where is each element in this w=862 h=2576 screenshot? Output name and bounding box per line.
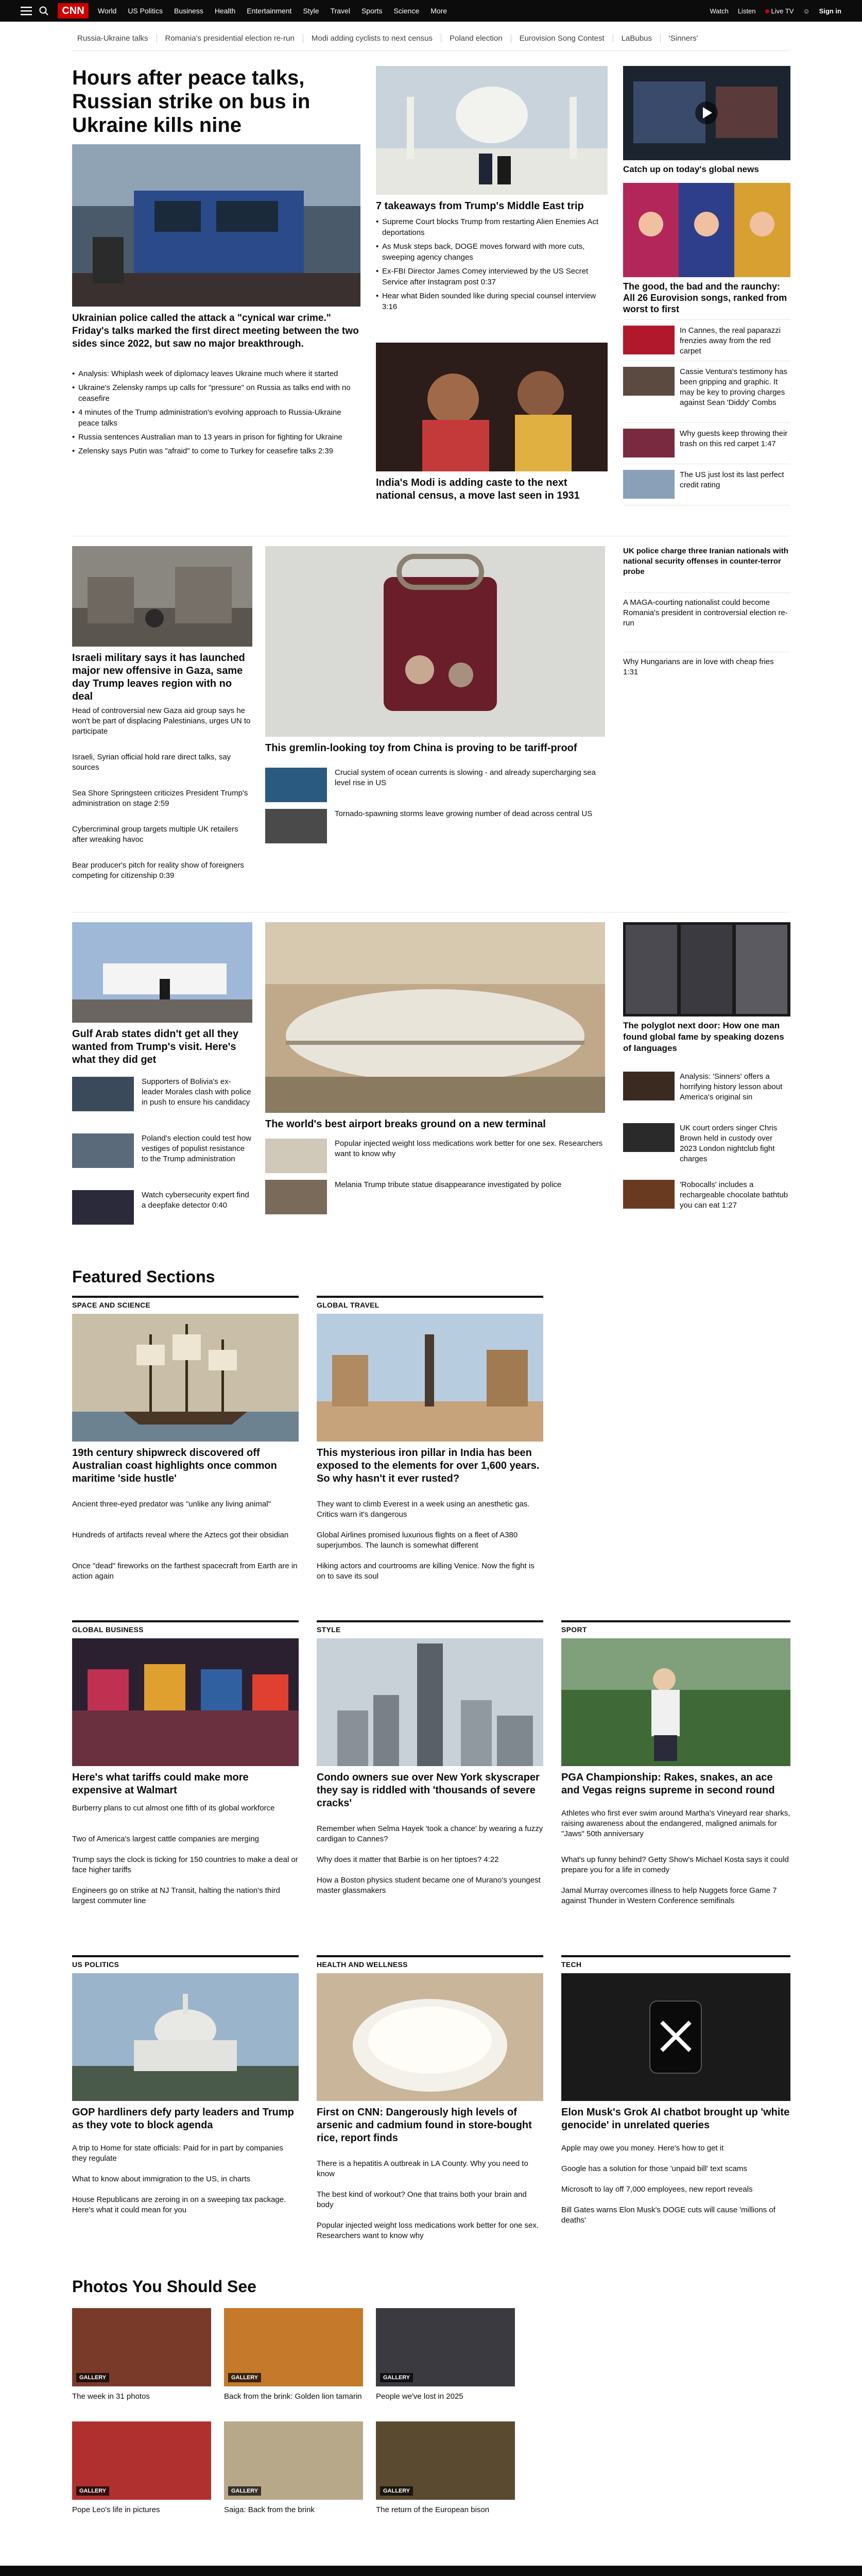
- capitol-image[interactable]: [72, 1973, 299, 2101]
- menu-icon[interactable]: [21, 6, 32, 15]
- gallery-thumbnail[interactable]: [376, 2421, 515, 2500]
- section-label[interactable]: US POLITICS: [72, 1955, 299, 1969]
- story-link[interactable]: Melania Trump tribute statue disappearance investigated by police: [335, 1180, 562, 1189]
- labubu-toy-image[interactable]: [265, 546, 605, 737]
- featured-title: Featured Sections: [72, 1267, 215, 1286]
- gallery-caption[interactable]: Back from the brink: Golden lion tamarin: [224, 2392, 362, 2401]
- story-thumbnail[interactable]: [72, 1077, 134, 1111]
- user-icon[interactable]: ☺: [803, 7, 810, 15]
- story-link[interactable]: UK court orders singer Chris Brown held in custody over 2023 London nightclub fight charges: [680, 1124, 778, 1163]
- section-label[interactable]: SPORT: [561, 1620, 790, 1634]
- gallery-caption[interactable]: Saiga: Back from the brink: [224, 2505, 315, 2514]
- lead-summary[interactable]: Ukrainian police called the attack a "cynical war crime." Friday's talks marked the first direct meeting between the two sides since 2022, but saw no major breakthrough.: [72, 313, 359, 349]
- airport-image[interactable]: [265, 922, 605, 1113]
- trending-link[interactable]: Romania's presidential election re-run: [165, 34, 303, 43]
- gallery-caption[interactable]: Pope Leo's life in pictures: [72, 2505, 160, 2514]
- feature-headline[interactable]: 19th century shipwreck discovered off Australian coast highlights once common maritime 'side hustle': [72, 1447, 277, 1484]
- nav-link[interactable]: Travel: [330, 7, 350, 15]
- related-link[interactable]: • As Musk steps back, DOGE moves forward with more cuts, sweeping agency changes: [376, 241, 608, 263]
- skyscraper-image[interactable]: [317, 1638, 543, 1766]
- gallery-caption[interactable]: The week in 31 photos: [72, 2392, 150, 2401]
- sign-in-link[interactable]: Sign in: [819, 7, 841, 15]
- feature-headline[interactable]: This mysterious iron pillar in India has been exposed to the elements for over 1,600 years. So why hasn't it ever rusted?: [317, 1447, 540, 1484]
- related-link[interactable]: • Zelensky says Putin was "afraid" to come to Turkey for ceasefire talks 2:39: [72, 446, 360, 456]
- labubu-headline[interactable]: This gremlin-looking toy from China is proving to be tariff-proof: [265, 742, 577, 754]
- story-thumbnail[interactable]: [265, 809, 327, 843]
- section-label[interactable]: GLOBAL BUSINESS: [72, 1620, 299, 1634]
- story-link[interactable]: Popular injected weight loss medications work better for one sex. Researchers want to know why: [317, 2221, 539, 2240]
- story-thumbnail[interactable]: [265, 1139, 327, 1173]
- story-link[interactable]: UK police charge three Iranian nationals with national security offenses in counter-terror probe: [623, 547, 788, 576]
- feature-headline[interactable]: Elon Musk's Grok AI chatbot brought up 'white genocide' in unrelated queries: [561, 2107, 790, 2131]
- nav-link[interactable]: US Politics: [128, 7, 163, 15]
- story-link[interactable]: Analysis: 'Sinners' offers a horrifying history lesson about America's original sin: [680, 1072, 783, 1101]
- story-thumbnail[interactable]: [623, 1180, 675, 1209]
- story-thumbnail[interactable]: [623, 326, 675, 354]
- feature-headline[interactable]: First on CNN: Dangerously high levels of arsenic and cadmium found in store-bought rice, report finds: [317, 2107, 532, 2144]
- section-label[interactable]: SPACE AND SCIENCE: [72, 1296, 299, 1309]
- cnn-logo[interactable]: CNN: [58, 3, 89, 19]
- story-link[interactable]: Ancient three-eyed predator was "unlike any living animal": [72, 1500, 271, 1509]
- feature-headline[interactable]: GOP hardliners defy party leaders and Trump as they vote to block agenda: [72, 2107, 294, 2131]
- story-link[interactable]: Hiking actors and courtrooms are killing Venice. Now the fight is on to save its soul: [317, 1562, 535, 1581]
- nav-link[interactable]: Style: [303, 7, 319, 15]
- story-thumbnail[interactable]: [72, 1190, 134, 1225]
- gallery-thumbnail[interactable]: [224, 2308, 363, 2386]
- nav-link[interactable]: Science: [393, 7, 420, 15]
- gallery-caption[interactable]: The return of the European bison: [376, 2505, 490, 2514]
- photos-title: Photos You Should See: [72, 2277, 256, 2296]
- trending-link[interactable]: Russia-Ukraine talks: [77, 34, 157, 43]
- story-link[interactable]: They want to climb Everest in a week using an anesthetic gas. Critics warn it's dangerous: [317, 1500, 530, 1519]
- story-link[interactable]: The US just lost its last perfect credit rating: [680, 470, 784, 489]
- story-link[interactable]: A MAGA-courting nationalist could become Romania's president in controversial election re-run: [623, 598, 788, 628]
- section-nav: [98, 0, 447, 22]
- listen-link[interactable]: Listen: [737, 7, 756, 15]
- gallery-thumbnail[interactable]: [72, 2421, 211, 2500]
- dark-footer-region: [0, 2566, 862, 2576]
- story-link[interactable]: Cassie Ventura's testimony has been gripping and graphic. It may be key to proving charges against Sean 'Diddy' Combs: [680, 367, 787, 407]
- lead-related-list: [72, 368, 360, 460]
- nav-link[interactable]: Business: [174, 7, 203, 15]
- story-link[interactable]: What's up funny behind? Getty Show's Michael Kosta says it could prepare you for a life in comedy: [561, 1855, 789, 1874]
- story-link[interactable]: House Republicans are zeroing in on a sweeping tax package. Here's what it could mean for you: [72, 2195, 286, 2214]
- live-tv-link[interactable]: Live TV: [765, 7, 794, 15]
- story-link[interactable]: Watch cybersecurity expert find a deepfake detector 0:40: [142, 1191, 249, 1210]
- feature-headline[interactable]: PGA Championship: Rakes, snakes, an ace and Vegas reigns supreme in second round: [561, 1772, 775, 1796]
- nav-link[interactable]: Health: [214, 7, 236, 15]
- gallery-badge: GALLERY: [380, 2373, 413, 2382]
- nav-right: [710, 0, 841, 22]
- section-label[interactable]: HEALTH AND WELLNESS: [317, 1955, 543, 1969]
- feature-headline[interactable]: Condo owners sue over New York skyscraper they say is riddled with 'thousands of severe cracks': [317, 1772, 540, 1809]
- story-link[interactable]: 'Robocalls' includes a rechargeable chocolate bathtub you can eat 1:27: [680, 1180, 788, 1210]
- gallery-caption[interactable]: People we've lost in 2025: [376, 2392, 463, 2401]
- trending-link[interactable]: Modi adding cyclists to next census: [312, 34, 441, 43]
- trending-link[interactable]: LaBubus: [622, 34, 661, 43]
- story-link[interactable]: Global Airlines promised luxurious flights on a fleet of A380 superjumbos. The launch is somewhat different: [317, 1531, 518, 1550]
- walmart-image[interactable]: [72, 1638, 299, 1766]
- feature-headline[interactable]: Here's what tariffs could make more expensive at Walmart: [72, 1772, 249, 1796]
- nav-link[interactable]: World: [98, 7, 117, 15]
- story-link[interactable]: Crucial system of ocean currents is slowing - and already supercharging sea level rise in US: [335, 768, 596, 787]
- gulf-states-image[interactable]: [72, 922, 252, 1023]
- lead-image[interactable]: [72, 144, 360, 307]
- golf-image[interactable]: [561, 1638, 790, 1766]
- search-icon[interactable]: [39, 6, 48, 15]
- story-link[interactable]: Bill Gates warns Elon Musk's DOGE cuts will cause 'millions of deaths': [561, 2206, 775, 2225]
- story-link[interactable]: Sea Shore Springsteen criticizes President Trump's administration on stage 2:59: [72, 789, 248, 808]
- trending-bar: [77, 34, 706, 43]
- story-link[interactable]: Trump says the clock is ticking for 150 countries to make a deal or face higher tariffs: [72, 1855, 298, 1874]
- story-link[interactable]: Cybercriminal group targets multiple UK retailers after wreaking havoc: [72, 825, 238, 844]
- gallery-badge: GALLERY: [228, 2373, 261, 2382]
- story-link[interactable]: Why Hungarians are in love with cheap fries 1:31: [623, 657, 774, 676]
- global-news-video-thumb[interactable]: [623, 66, 790, 160]
- global-news-caption[interactable]: Catch up on today's global news: [623, 164, 759, 174]
- story-link[interactable]: Athletes who first ever swim around Martha's Vineyard rear sharks, raising awareness about the endangered, maligned animals for "Jaws" 50th anniversary: [561, 1809, 790, 1838]
- story-thumbnail[interactable]: [623, 367, 675, 396]
- trending-link[interactable]: Poland election: [450, 34, 511, 43]
- story-link[interactable]: Engineers go on strike at NJ Transit, halting the nation's third largest commuter line: [72, 1886, 280, 1905]
- related-link[interactable]: • Supreme Court blocks Trump from restarting Alien Enemies Act deportations: [376, 216, 608, 238]
- mid-related-list: [376, 216, 608, 315]
- gaza-image[interactable]: [72, 546, 252, 647]
- story-thumbnail[interactable]: [265, 768, 327, 802]
- story-link[interactable]: Poland's election could test how vestiges of populist resistance to the Trump administration: [142, 1134, 251, 1163]
- story-link[interactable]: The best kind of workout? One that trains both your brain and body: [317, 2190, 527, 2209]
- watch-link[interactable]: Watch: [710, 7, 729, 15]
- story-link[interactable]: Apple may owe you money. Here's how to get it: [561, 2144, 724, 2153]
- story-link[interactable]: Two of America's largest cattle companies are merging: [72, 1835, 260, 1843]
- story-link[interactable]: Israeli, Syrian official hold rare direct talks, say sources: [72, 753, 231, 772]
- story-link[interactable]: Popular injected weight loss medications work better for one sex. Researchers want to know why: [335, 1139, 603, 1158]
- story-link[interactable]: A trip to Home for state officials: Paid for in part by companies they regulate: [72, 2144, 283, 2163]
- related-link[interactable]: • Ukraine's Zelensky ramps up calls for "pressure" on Russia as talks end with no ceasefire: [72, 382, 360, 404]
- story-thumbnail[interactable]: [72, 1133, 134, 1168]
- mid-headline[interactable]: 7 takeaways from Trump's Middle East trip: [376, 200, 584, 212]
- nav-link[interactable]: Sports: [361, 7, 383, 15]
- polyglot-image[interactable]: [623, 922, 790, 1016]
- story-link[interactable]: What to know about immigration to the US, in charts: [72, 2175, 250, 2183]
- story-thumbnail[interactable]: [623, 429, 675, 457]
- story-link[interactable]: Google has a solution for those 'unpaid bill' text scams: [561, 2164, 747, 2173]
- story-link[interactable]: Jamal Murray overcomes illness to help Nuggets force Game 7 against Thunder in Western Conference semifinals: [561, 1886, 777, 1905]
- related-link[interactable]: • Russia sentences Australian man to 13 years in prison for fighting for Ukraine: [72, 432, 360, 443]
- gallery-badge: GALLERY: [380, 2486, 413, 2496]
- section-label[interactable]: TECH: [561, 1955, 790, 1969]
- story-link[interactable]: Once "dead" fireworks on the farthest spacecraft from Earth are in action again: [72, 1562, 298, 1581]
- gallery-thumbnail[interactable]: [72, 2308, 211, 2386]
- census-headline[interactable]: India's Modi is adding caste to the next national census, a move last seen in 1931: [376, 477, 580, 501]
- rice-image[interactable]: [317, 1973, 543, 2101]
- story-link[interactable]: In Cannes, the real paparazzi frenzies away from the red carpet: [680, 326, 781, 355]
- story-link[interactable]: Why does it matter that Barbie is on her tiptoes? 4:22: [317, 1855, 499, 1864]
- story-thumbnail[interactable]: [623, 470, 675, 499]
- census-image[interactable]: [376, 343, 608, 471]
- gallery-badge: GALLERY: [228, 2486, 261, 2496]
- story-link[interactable]: Remember when Selma Hayek 'took a chance' by wearing a fuzzy cardigan to Cannes?: [317, 1824, 543, 1843]
- story-link[interactable]: How a Boston physics student became one of Murano's youngest master glassmakers: [317, 1876, 541, 1895]
- story-link[interactable]: Head of controversial new Gaza aid group says he won't be part of displacing Palestinians, urges UN to participate: [72, 706, 251, 736]
- top-nav-bar: [0, 0, 862, 22]
- related-link[interactable]: • 4 minutes of the Trump administration's evolving approach to Russia-Ukraine peace talks: [72, 407, 360, 429]
- gulf-headline[interactable]: Gulf Arab states didn't get all they wanted from Trump's visit. Here's what they did get: [72, 1028, 238, 1065]
- gaza-headline[interactable]: Israeli military says it has launched major new offensive in Gaza, same day Trump leaves region with no deal: [72, 652, 245, 702]
- story-link[interactable]: Hundreds of artifacts reveal where the Aztecs got their obsidian: [72, 1531, 289, 1539]
- iron-pillar-image[interactable]: [317, 1314, 543, 1442]
- section-label[interactable]: STYLE: [317, 1620, 543, 1634]
- story-thumbnail[interactable]: [623, 1072, 675, 1100]
- story-link[interactable]: Supporters of Bolivia's ex-leader Morales clash with police in push to ensure his candidacy: [142, 1077, 251, 1107]
- live-indicator-icon: [765, 9, 769, 13]
- gallery-thumbnail[interactable]: [376, 2308, 515, 2386]
- middle-east-trip-image[interactable]: [376, 66, 608, 195]
- related-link[interactable]: • Ex-FBI Director James Comey interviewed by the US Secret Service after Instagram post 0:37: [376, 266, 608, 287]
- airport-headline[interactable]: The world's best airport breaks ground on a new terminal: [265, 1118, 546, 1130]
- story-link[interactable]: Tornado-spawning storms leave growing number of dead across central US: [335, 809, 593, 818]
- shipwreck-image[interactable]: [72, 1314, 299, 1442]
- eurovision-image[interactable]: [623, 183, 790, 277]
- related-link[interactable]: • Analysis: Whiplash week of diplomacy leaves Ukraine much where it started: [72, 368, 360, 379]
- story-link[interactable]: There is a hepatitis A outbreak in LA County. Why you need to know: [317, 2159, 528, 2178]
- gallery-badge: GALLERY: [76, 2486, 109, 2496]
- story-link[interactable]: Microsoft to lay off 7,000 employees, new report reveals: [561, 2185, 753, 2194]
- polyglot-headline[interactable]: The polyglot next door: How one man found global fame by speaking dozens of languages: [623, 1021, 784, 1053]
- section-label[interactable]: GLOBAL TRAVEL: [317, 1296, 543, 1309]
- story-link[interactable]: Bear producer's pitch for reality show of foreigners competing for citizenship 0:39: [72, 861, 244, 880]
- story-link[interactable]: Why guests keep throwing their trash on this red carpet 1:47: [680, 429, 788, 448]
- trending-link[interactable]: Eurovision Song Contest: [520, 34, 613, 43]
- grok-image[interactable]: [561, 1973, 790, 2101]
- gallery-thumbnail[interactable]: [224, 2421, 363, 2500]
- nav-link[interactable]: Entertainment: [247, 7, 292, 15]
- lead-headline[interactable]: Hours after peace talks, Russian strike on bus in Ukraine kills nine: [72, 66, 311, 137]
- story-link[interactable]: Burberry plans to cut almost one fifth of its global workforce: [72, 1804, 275, 1812]
- story-thumbnail[interactable]: [623, 1123, 675, 1152]
- nav-link[interactable]: More: [430, 7, 447, 15]
- trending-link[interactable]: 'Sinners': [668, 34, 698, 43]
- story-thumbnail[interactable]: [265, 1180, 327, 1214]
- related-link[interactable]: • Hear what Biden sounded like during special counsel interview 3:16: [376, 291, 608, 312]
- gallery-badge: GALLERY: [76, 2373, 109, 2382]
- eurovision-headline[interactable]: The good, the bad and the raunchy: All 26 Eurovision songs, ranked from worst to first: [623, 281, 787, 314]
